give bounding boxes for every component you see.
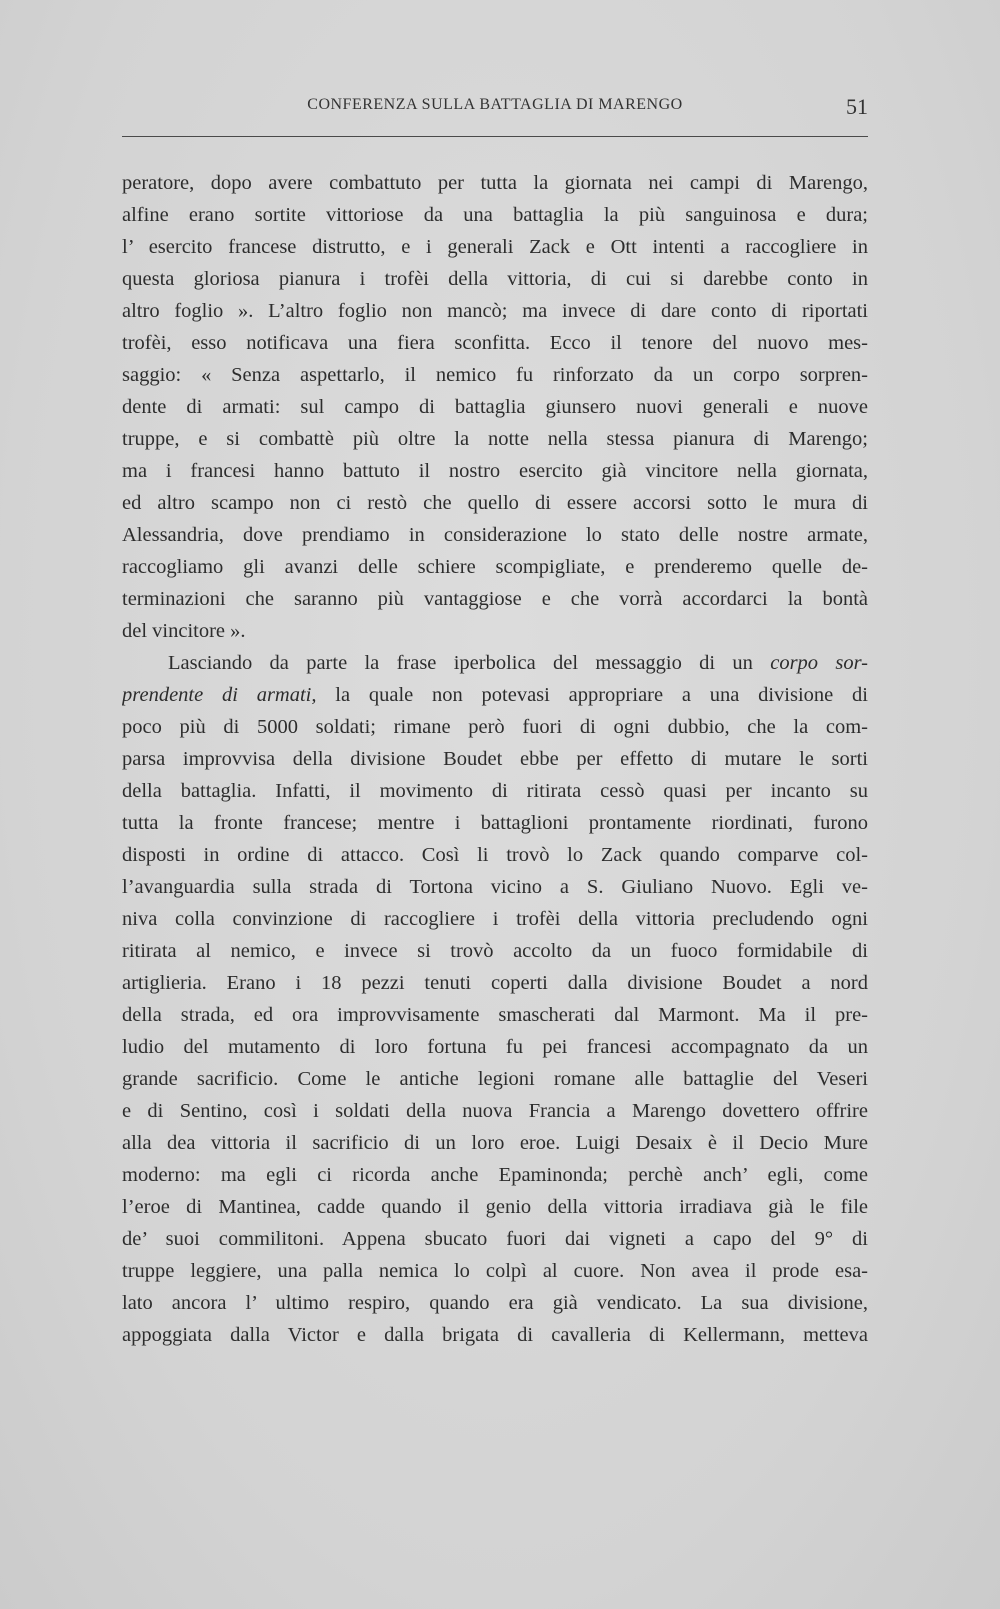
text-run: Lasciando da parte la frase iperbolica del messaggio di un <box>168 652 771 674</box>
text-line: della battaglia. Infatti, il movimento di ritirata cessò quasi per incanto su <box>122 780 868 802</box>
text-line: artiglieria. Erano i 18 pezzi tenuti coperti dalla divisione Boudet a nord <box>122 972 868 994</box>
text-line: altro foglio ». L’altro foglio non mancò; ma invece di dare conto di riportati <box>122 300 868 322</box>
text-line: parsa improvvisa della divisione Boudet ebbe per effetto di mutare le sorti <box>122 748 868 770</box>
text-line: trofèi, esso notificava una fiera sconfitta. Ecco il tenore del nuovo mes- <box>122 332 868 354</box>
text-line: terminazioni che saranno più vantaggiose e che vorrà accordarci la bontà <box>122 588 868 610</box>
text-line: dente di armati: sul campo di battaglia giunsero nuovi generali e nuove <box>122 396 868 418</box>
text-line: lato ancora l’ ultimo respiro, quando era già vendicato. La sua divisione, <box>122 1292 868 1314</box>
page-body <box>122 167 868 1351</box>
page-number: 51 <box>846 94 868 119</box>
text-line <box>122 647 868 679</box>
text-line: e di Sentino, così i soldati della nuova Francia a Marengo dovettero offrire <box>122 1100 868 1122</box>
text-line: Alessandria, dove prendiamo in considerazione lo stato delle nostre armate, <box>122 524 868 546</box>
italic-phrase: corpo sor- <box>770 652 868 674</box>
text-line: l’eroe di Mantinea, cadde quando il genio della vittoria irradiava già le file <box>122 1196 868 1218</box>
text-line: truppe leggiere, una palla nemica lo colpì al cuore. Non avea il prode esa- <box>122 1260 868 1282</box>
text-line: ed altro scampo non ci restò che quello di essere accorsi sotto le mura di <box>122 492 868 514</box>
text-line: peratore, dopo avere combattuto per tutta la giornata nei campi di Marengo, <box>122 172 868 194</box>
text-line: moderno: ma egli ci ricorda anche Epaminonda; perchè anch’ egli, come <box>122 1164 868 1186</box>
text-line: l’avanguardia sulla strada di Tortona vicino a S. Giuliano Nuovo. Egli ve- <box>122 876 868 898</box>
page-header <box>122 96 868 126</box>
text-line: niva colla convinzione di raccogliere i trofèi della vittoria precludendo ogni <box>122 908 868 930</box>
text-line: tutta la fronte francese; mentre i battaglioni prontamente riordinati, furono <box>122 812 868 834</box>
text-line: alfine erano sortite vittoriose da una battaglia la più sanguinosa e dura; <box>122 204 868 226</box>
text-line: poco più di 5000 soldati; rimane però fuori di ogni dubbio, che la com- <box>122 716 868 738</box>
text-run: la quale non potevasi appropriare a una divisione di <box>316 684 868 706</box>
text-line: questa gloriosa pianura i trofèi della vittoria, di cui si darebbe conto in <box>122 268 868 290</box>
header-rule <box>122 136 868 137</box>
text-line: della strada, ed ora improvvisamente smascherati dal Marmont. Ma il pre- <box>122 1004 868 1026</box>
text-line: l’ esercito francese distrutto, e i generali Zack e Ott intenti a raccogliere in <box>122 236 868 258</box>
paragraph-1 <box>122 167 868 647</box>
text-line: ritirata al nemico, e invece si trovò accolto da un fuoco formidabile di <box>122 940 868 962</box>
italic-phrase: prendente di armati, <box>122 684 317 706</box>
text-line: alla dea vittoria il sacrificio di un loro eroe. Luigi Desaix è il Decio Mure <box>122 1132 868 1154</box>
text-line: appoggiata dalla Victor e dalla brigata di cavalleria di Kellermann, metteva <box>122 1324 868 1346</box>
text-line: del vincitore ». <box>122 620 246 642</box>
text-line: grande sacrificio. Come le antiche legioni romane alle battaglie del Veseri <box>122 1068 868 1090</box>
text-line <box>122 679 868 711</box>
paragraph-2 <box>122 647 868 1351</box>
text-line: ludio del mutamento di loro fortuna fu pei francesi accompagnato da un <box>122 1036 868 1058</box>
text-line: de’ suoi commilitoni. Appena sbucato fuori dai vigneti a capo del 9° di <box>122 1228 868 1250</box>
text-line: ma i francesi hanno battuto il nostro esercito già vincitore nella giornata, <box>122 460 868 482</box>
text-line: disposti in ordine di attacco. Così li trovò lo Zack quando comparve col- <box>122 844 868 866</box>
text-line: truppe, e si combattè più oltre la notte nella stessa pianura di Marengo; <box>122 428 868 450</box>
running-title: CONFERENZA SULLA BATTAGLIA DI MARENGO <box>307 96 683 113</box>
text-line: raccogliamo gli avanzi delle schiere scompigliate, e prenderemo quelle de- <box>122 556 868 578</box>
text-line: saggio: « Senza aspettarlo, il nemico fu rinforzato da un corpo sorpren- <box>122 364 868 386</box>
